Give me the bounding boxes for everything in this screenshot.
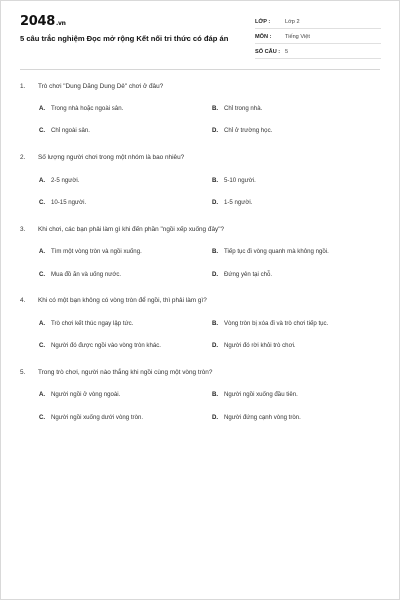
- option-3a[interactable]: [39, 248, 142, 255]
- meta-grade: [255, 15, 381, 29]
- option-text: Người đó rời khỏi trò chơi.: [224, 342, 296, 349]
- option-letter: D.: [212, 199, 219, 206]
- option-text: Trong nhà hoặc ngoài sân.: [51, 105, 124, 112]
- option-text: Người ngồi xuống dưới vòng tròn.: [51, 414, 144, 421]
- option-text: Mua đồ ăn và uống nước.: [51, 271, 122, 278]
- option-text: Tìm một vòng tròn và ngồi xuống.: [51, 248, 142, 255]
- option-2d[interactable]: [212, 199, 252, 206]
- option-1c[interactable]: [39, 127, 90, 134]
- option-4d[interactable]: [212, 342, 296, 349]
- option-4b[interactable]: [212, 320, 328, 327]
- question-1: [20, 83, 163, 90]
- option-2c[interactable]: [39, 199, 86, 206]
- option-3b[interactable]: [212, 248, 329, 255]
- option-2b[interactable]: [212, 177, 256, 184]
- meta-count: [255, 45, 381, 59]
- quiz-title: 5 câu trắc nghiệm Đọc mở rộng Kết nối tri thức có đáp án: [20, 34, 229, 43]
- question-text: Khi chơi, các bạn phải làm gì khi đến phần "ngồi xếp xuống đây"?: [38, 226, 225, 233]
- option-5a[interactable]: [39, 391, 120, 398]
- option-text: Chỉ ở trường học.: [224, 127, 273, 134]
- option-text: Chỉ trong nhà.: [224, 105, 263, 112]
- option-letter: A.: [39, 391, 46, 398]
- option-text: Người ngồi xuống đầu tiên.: [224, 391, 298, 398]
- question-text: Khi có một bạn không có vòng tròn để ngồi, thì phải làm gì?: [38, 297, 207, 304]
- logo-sub: .vn: [55, 20, 66, 27]
- meta-key: MÔN :: [255, 34, 272, 40]
- question-2: [20, 154, 184, 161]
- option-text: Chỉ ngoài sân.: [51, 127, 90, 134]
- meta-value: Lớp 2: [285, 19, 300, 25]
- option-4c[interactable]: [39, 342, 161, 349]
- option-letter: C.: [39, 342, 46, 349]
- option-text: Người đó được ngồi vào vòng tròn khác.: [51, 342, 161, 349]
- option-letter: C.: [39, 414, 46, 421]
- question-number: 4.: [20, 297, 26, 304]
- option-text: Vòng tròn bị xóa đi và trò chơi tiếp tục.: [224, 320, 329, 327]
- option-letter: A.: [39, 320, 46, 327]
- option-4a[interactable]: [39, 320, 133, 327]
- question-5: [20, 369, 212, 376]
- option-letter: A.: [39, 248, 46, 255]
- option-letter: C.: [39, 271, 46, 278]
- option-3c[interactable]: [39, 271, 121, 278]
- option-text: 5-10 người.: [224, 177, 256, 184]
- option-letter: D.: [212, 342, 219, 349]
- option-letter: B.: [212, 177, 219, 184]
- question-number: 1.: [20, 83, 26, 90]
- option-5c[interactable]: [39, 414, 143, 421]
- meta-subject: [255, 30, 381, 44]
- question-text: Trong trò chơi, người nào thắng khi ngồi cùng một vòng tròn?: [38, 369, 213, 376]
- option-text: Người ngồi ở vòng ngoài.: [51, 391, 121, 398]
- question-number: 5.: [20, 369, 26, 376]
- question-number: 2.: [20, 154, 26, 161]
- meta-key: LỚP :: [255, 19, 271, 25]
- option-letter: A.: [39, 177, 46, 184]
- option-letter: B.: [212, 248, 219, 255]
- logo-main: 2048: [20, 14, 55, 29]
- option-text: 1-5 người.: [224, 199, 253, 206]
- header-divider: [20, 69, 380, 70]
- option-3d[interactable]: [212, 271, 272, 278]
- question-number: 3.: [20, 226, 26, 233]
- option-text: 2-5 người.: [51, 177, 80, 184]
- question-3: [20, 226, 224, 233]
- question-4: [20, 297, 207, 304]
- option-letter: D.: [212, 127, 219, 134]
- meta-value: Tiếng Việt: [285, 34, 310, 40]
- question-text: Số lượng người chơi trong một nhóm là bao nhiêu?: [38, 154, 185, 161]
- option-letter: C.: [39, 199, 46, 206]
- option-text: Người đứng cạnh vòng tròn.: [224, 414, 301, 421]
- option-5d[interactable]: [212, 414, 301, 421]
- option-1d[interactable]: [212, 127, 272, 134]
- option-text: Đứng yên tại chỗ.: [224, 271, 273, 278]
- meta-key: SỐ CÂU :: [255, 49, 281, 55]
- option-letter: D.: [212, 414, 219, 421]
- option-letter: B.: [212, 320, 219, 327]
- option-letter: D.: [212, 271, 219, 278]
- option-letter: A.: [39, 105, 46, 112]
- option-1a[interactable]: [39, 105, 123, 112]
- question-text: Trò chơi "Dung Dăng Dung Dẻ" chơi ở đâu?: [38, 83, 164, 90]
- option-1b[interactable]: [212, 105, 262, 112]
- option-text: 10-15 người.: [51, 199, 87, 206]
- option-5b[interactable]: [212, 391, 298, 398]
- option-2a[interactable]: [39, 177, 79, 184]
- site-logo[interactable]: [20, 14, 66, 29]
- option-letter: C.: [39, 127, 46, 134]
- option-letter: B.: [212, 391, 219, 398]
- option-text: Trò chơi kết thúc ngay lập tức.: [51, 320, 134, 327]
- meta-value: 5: [285, 49, 289, 55]
- option-letter: B.: [212, 105, 219, 112]
- option-text: Tiếp tục đi vòng quanh mà không ngồi.: [224, 248, 329, 255]
